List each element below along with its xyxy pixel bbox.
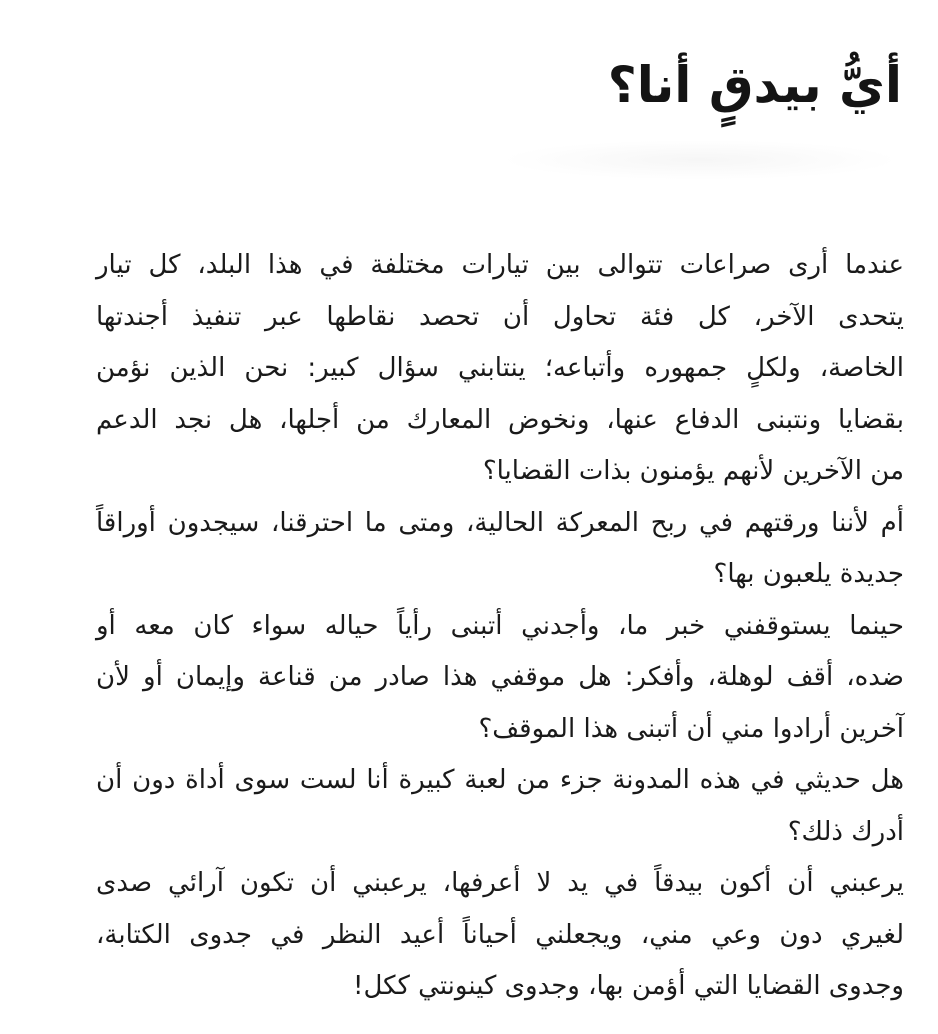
text-line: هل حديثي في هذه المدونة جزء من لعبة كبيرة أنا لست سوى أداة دون أن <box>96 765 904 795</box>
text-line: آخرين أرادوا مني أن أتبنى هذا الموقف؟ <box>478 713 904 744</box>
text-line: أم لأننا ورقتهم في ربح المعركة الحالية، ومتى ما احترقنا، سيجدون أوراقاً <box>96 507 904 538</box>
text-line: عندما أرى صراعات تتوالى بين تيارات مختلفة في هذا البلد، كل تيار <box>96 250 904 280</box>
text-line: حينما يستوقفني خبر ما، وأجدني أتبنى رأياً حياله سواء كان معه أو <box>96 610 904 641</box>
page-title: أيُّ بيدقٍ أنا؟ <box>607 56 902 114</box>
text-line: لغيري دون وعي مني، ويجعلني أحياناً أعيد النظر في جدوى الكتابة، <box>96 919 904 950</box>
text-line: بقضايا ونتبنى الدفاع عنها، ونخوض المعارك من أجلها، هل نجد الدعم <box>96 404 904 435</box>
article-body <box>96 240 904 1013</box>
text-line: الخاصة، ولكلٍ جمهوره وأتباعه؛ ينتابني سؤال كبير: نحن الذين نؤمن <box>96 353 904 383</box>
text-line: من الآخرين لأنهم يؤمنون بذات القضايا؟ <box>482 456 904 486</box>
text-line: ضده، أقف لوهلة، وأفكر: هل موقفي هذا صادر من قناعة وإيمان أو لأن <box>96 662 904 692</box>
text-line: أدرك ذلك؟ <box>787 816 904 847</box>
text-line: جديدة يلعبون بها؟ <box>713 559 904 589</box>
text-line: وجدوى القضايا التي أؤمن بها، وجدوى كينونتي ككل! <box>353 971 904 1001</box>
text-line: يرعبني أن أكون بيدقاً في يد لا أعرفها، يرعبني أن تكون آرائي صدى <box>96 868 904 898</box>
title-shadow <box>500 140 900 180</box>
text-line: يتحدى الآخر، كل فئة تحاول أن تحصد نقاطها عبر تنفيذ أجندتها <box>96 301 904 332</box>
